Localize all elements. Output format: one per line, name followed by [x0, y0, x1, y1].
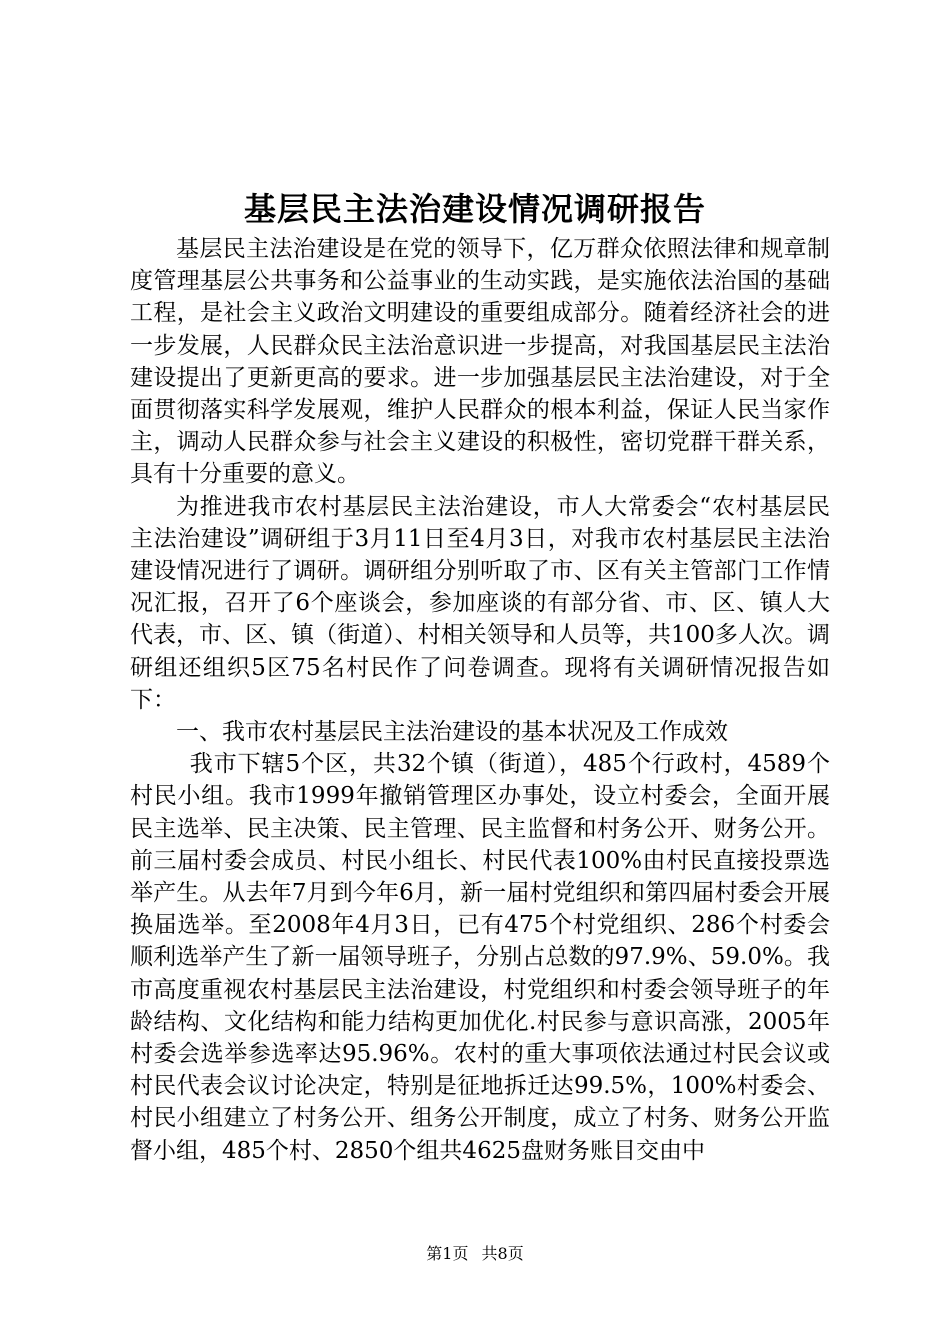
paragraph-intro: 基层民主法治建设是在党的领导下，亿万群众依照法律和规章制度管理基层公共事务和公益事业的生动实践，是实施依法治国的基础工程，是社会主义政治文明建设的重要组成部分。随着经济社会的进一步发展，人民群众民主法治意识进一步提高，对我国基层民主法治建设提出了更新更高的要求。进一步加强基层民主法治建设，对于全面贯彻落实科学发展观，维护人民群众的根本利益，保证人民当家作主，调动人民群众参与社会主义建设的积极性，密切党群干群关系，具有十分重要的意义。 — [130, 236, 830, 488]
page-number: 第1页 — [426, 1244, 469, 1263]
document-body — [130, 233, 830, 1167]
section-heading: 一、我市农村基层民主法治建设的基本状况及工作成效 — [176, 719, 728, 746]
document-title: 基层民主法治建设情况调研报告 — [243, 190, 706, 228]
page-footer — [0, 1244, 950, 1264]
paragraph-status: 我市下辖5个区，共32个镇（街道），485个行政村，4589个村民小组。我市1999年撤销管理区办事处，设立村委会，全面开展民主选举、民主决策、民主管理、民主监督和村务公开、财务公开。前三届村委会成员、村民小组长、村民代表100%由村民直接投票选举产生。从去年7月到今年6月，新一届村党组织和第四届村委会开展换届选举。至2008年4月3日，已有475个村党组织、286个村委会顺利选举产生了新一届领导班子，分别占总数的97.9%、59.0%。我市高度重视农村基层民主法治建设，村党组织和村委会领导班子的年龄结构、文化结构和能力结构更加优化.村民参与意识高涨，2005年村委会选举参选率达95.96%。农村的重大事项依法通过村民会议或村民代表会议讨论决定，特别是征地拆迁达99.5%，100%村委会、村民小组建立了村务公开、组务公开制度，成立了村务、财务公开监督小组，485个村、2850个组共4625盘财务账目交由中 — [130, 751, 830, 1164]
paragraph-survey: 为推进我市农村基层民主法治建设，市人大常委会“农村基层民主法治建设”调研组于3月11日至4月3日，对我市农村基层民主法治建设情况进行了调研。调研组分别听取了市、区有关主管部门工作情况汇报，召开了6个座谈会，参加座谈的有部分省、市、区、镇人大代表，市、区、镇（街道）、村相关领导和人员等，共100多人次。调研组还组织5区75名村民作了问卷调查。现将有关调研情况报告如下： — [130, 493, 830, 713]
page-total: 共8页 — [481, 1244, 524, 1263]
